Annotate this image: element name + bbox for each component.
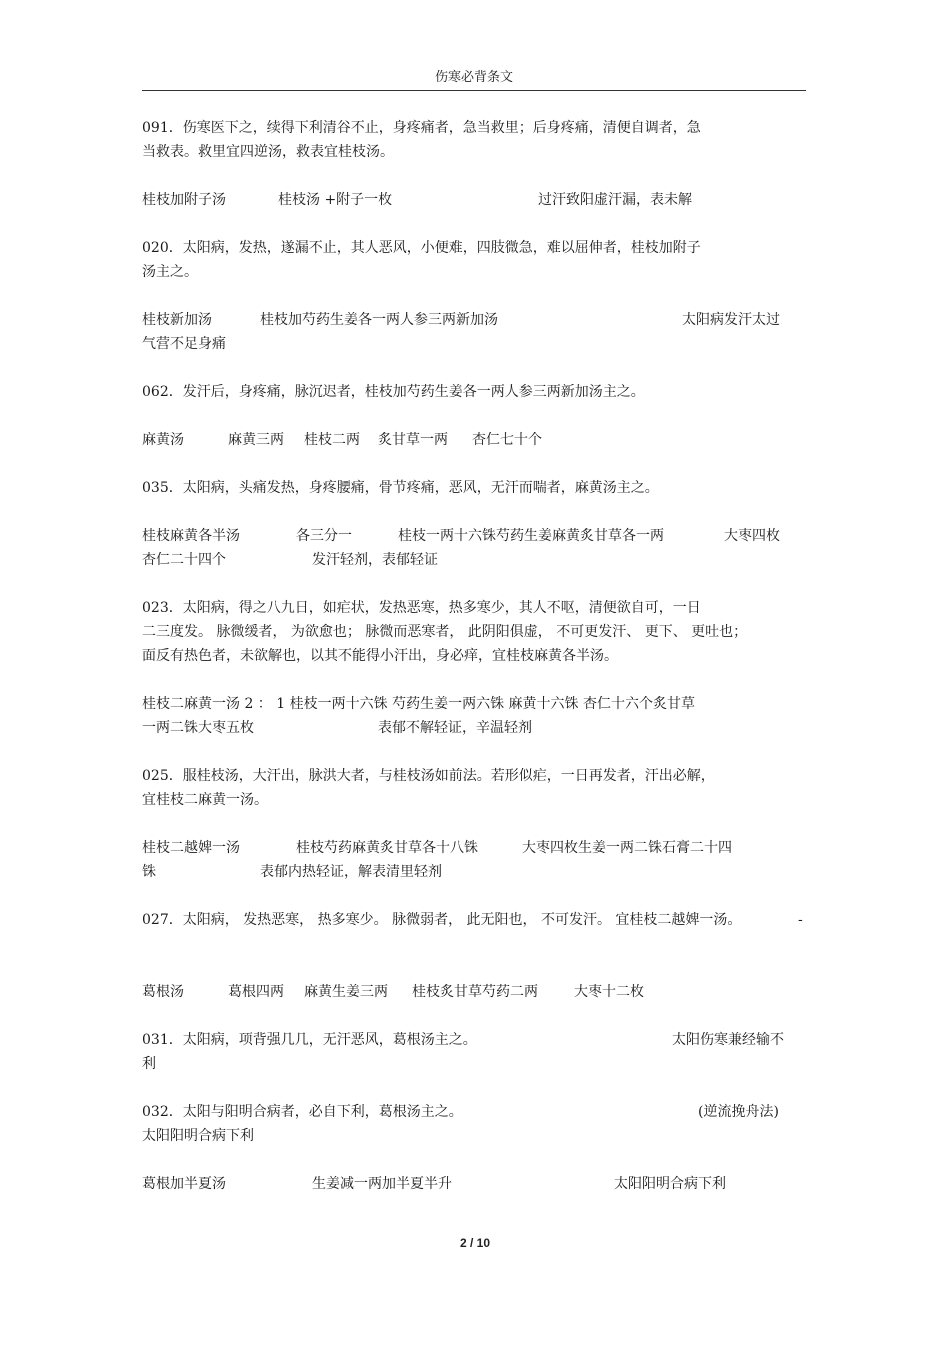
text-line: 气营不足身痛 — [142, 336, 226, 352]
formula-name: 葛根汤 — [142, 984, 184, 1000]
text-line: 面反有热色者，未欲解也，以其不能得小汗出，身必痒，宜桂枝麻黄各半汤。 — [142, 648, 618, 664]
page-number: 2 / 10 — [459, 1236, 491, 1250]
text-line: 035．太阳病，头痛发热，身疼腰痛，骨节疼痛，恶风，无汗而喘者，麻黄汤主之。 — [142, 480, 659, 496]
herb: 大枣十二枚 — [574, 984, 644, 1000]
herb: 桂枝炙甘草芍药二两 — [412, 984, 538, 1000]
herb: 杏仁七十个 — [472, 432, 542, 448]
formula-note: 表郁内热轻证，解表清里轻剂 — [260, 864, 442, 880]
formula-line — [142, 980, 806, 1004]
formula-recipe-cont: 一两二铢大枣五枚 — [142, 720, 254, 736]
formula-line — [142, 188, 806, 212]
text-line: 利 — [142, 1056, 156, 1072]
text-line: 023．太阳病，得之八九日，如疟状，发热恶寒，热多寒少，其人不呕，清便欲自可，一日 — [142, 600, 701, 616]
herb: 桂枝二两 — [304, 432, 360, 448]
text-line: 091．伤寒医下之，续得下利清谷不止，身疼痛者，急当救里；后身疼痛，清便自调者，急 — [142, 120, 701, 136]
formula-name: 麻黄汤 — [142, 432, 184, 448]
formula-name: 桂枝麻黄各半汤 — [142, 528, 240, 544]
formula-line — [142, 524, 806, 548]
text-line — [142, 908, 806, 932]
text-line — [142, 1100, 806, 1124]
text-line: 二三度发。 脉微缓者， 为欲愈也； 脉微而恶寒者， 此阴阳俱虚， 不可更发汗、 更下、 更吐也； — [142, 624, 748, 640]
formula-note: 太阳病发汗太过 — [682, 312, 780, 328]
formula-line — [142, 860, 806, 884]
herb: 麻黄三两 — [228, 432, 284, 448]
formula-extra: 大枣四枚 — [724, 528, 780, 544]
formula-line — [142, 716, 806, 740]
formula-line — [142, 1172, 806, 1196]
text-line: 当救表。救里宜四逆汤，救表宜桂枝汤。 — [142, 144, 394, 160]
text-content: 032．太阳与阳明合病者，必自下利，葛根汤主之。 — [142, 1104, 463, 1120]
text-content: 031．太阳病，项背强几几，无汗恶风，葛根汤主之。 — [142, 1032, 477, 1048]
formula-note: 过汗致阳虚汗漏，表未解 — [538, 192, 692, 208]
page-header: 伤寒必背条文 — [434, 70, 513, 85]
formula-note: 太阳伤寒兼经输不 — [672, 1032, 784, 1048]
document-body — [142, 116, 806, 1196]
formula-line — [142, 836, 806, 860]
text-line: 汤主之。 — [142, 264, 198, 280]
formula-note: 太阳阳明合病下利 — [614, 1176, 726, 1192]
text-line: 062．发汗后，身疼痛，脉沉迟者，桂枝加芍药生姜各一两人参三两新加汤主之。 — [142, 384, 645, 400]
text-line — [142, 1028, 806, 1052]
formula-line — [142, 548, 806, 572]
formula-name: 桂枝新加汤 — [142, 312, 212, 328]
formula-recipe-cont: 杏仁二十四个 — [142, 552, 226, 568]
method-note: (逆流挽舟法) — [698, 1104, 779, 1120]
herb: 炙甘草一两 — [378, 432, 448, 448]
text-line: 025．服桂枝汤，大汗出，脉洪大者，与桂枝汤如前法。若形似疟，一日再发者，汗出必解， — [142, 768, 715, 784]
text-line: 桂枝二麻黄一汤 2 ： 1 桂枝一两十六铢 芍药生姜一两六铢 麻黄十六铢 杏仁十六个炙甘草 — [142, 696, 695, 712]
formula-note: 发汗轻剂，表郁轻证 — [312, 552, 438, 568]
formula-recipe-cont: 铢 — [142, 864, 156, 880]
text-line: 020．太阳病，发热，遂漏不止，其人恶风，小便难，四肢微急，难以屈伸者，桂枝加附子 — [142, 240, 701, 256]
herb: 麻黄生姜三两 — [304, 984, 388, 1000]
formula-extra: 大枣四枚生姜一两二铢石膏二十四 — [522, 840, 732, 856]
formula-line — [142, 308, 806, 332]
formula-recipe: 桂枝汤 +附子一枚 — [278, 192, 393, 208]
formula-line — [142, 428, 806, 452]
formula-name: 桂枝二越婢一汤 — [142, 840, 240, 856]
formula-recipe: 桂枝加芍药生姜各一两人参三两新加汤 — [260, 312, 498, 328]
formula-note: 表郁不解轻证，辛温轻剂 — [378, 720, 532, 736]
text-line: 宜桂枝二麻黄一汤。 — [142, 792, 268, 808]
formula-recipe: 桂枝芍药麻黄炙甘草各十八铢 — [296, 840, 478, 856]
formula-name: 葛根加半夏汤 — [142, 1176, 226, 1192]
formula-recipe: 桂枝一两十六铢芍药生姜麻黄炙甘草各一两 — [398, 528, 664, 544]
header-rule — [142, 90, 806, 91]
formula-ratio: 各三分一 — [296, 528, 352, 544]
dash-mark: - — [798, 912, 803, 928]
herb: 葛根四两 — [228, 984, 284, 1000]
formula-recipe: 生姜减一两加半夏半升 — [312, 1176, 452, 1192]
text-content: 027．太阳病， 发热恶寒， 热多寒少。 脉微弱者， 此无阳也， 不可发汗。 宜桂枝二越婢一汤。 — [142, 912, 742, 928]
text-line: 太阳阳明合病下利 — [142, 1128, 254, 1144]
formula-name: 桂枝加附子汤 — [142, 192, 226, 208]
